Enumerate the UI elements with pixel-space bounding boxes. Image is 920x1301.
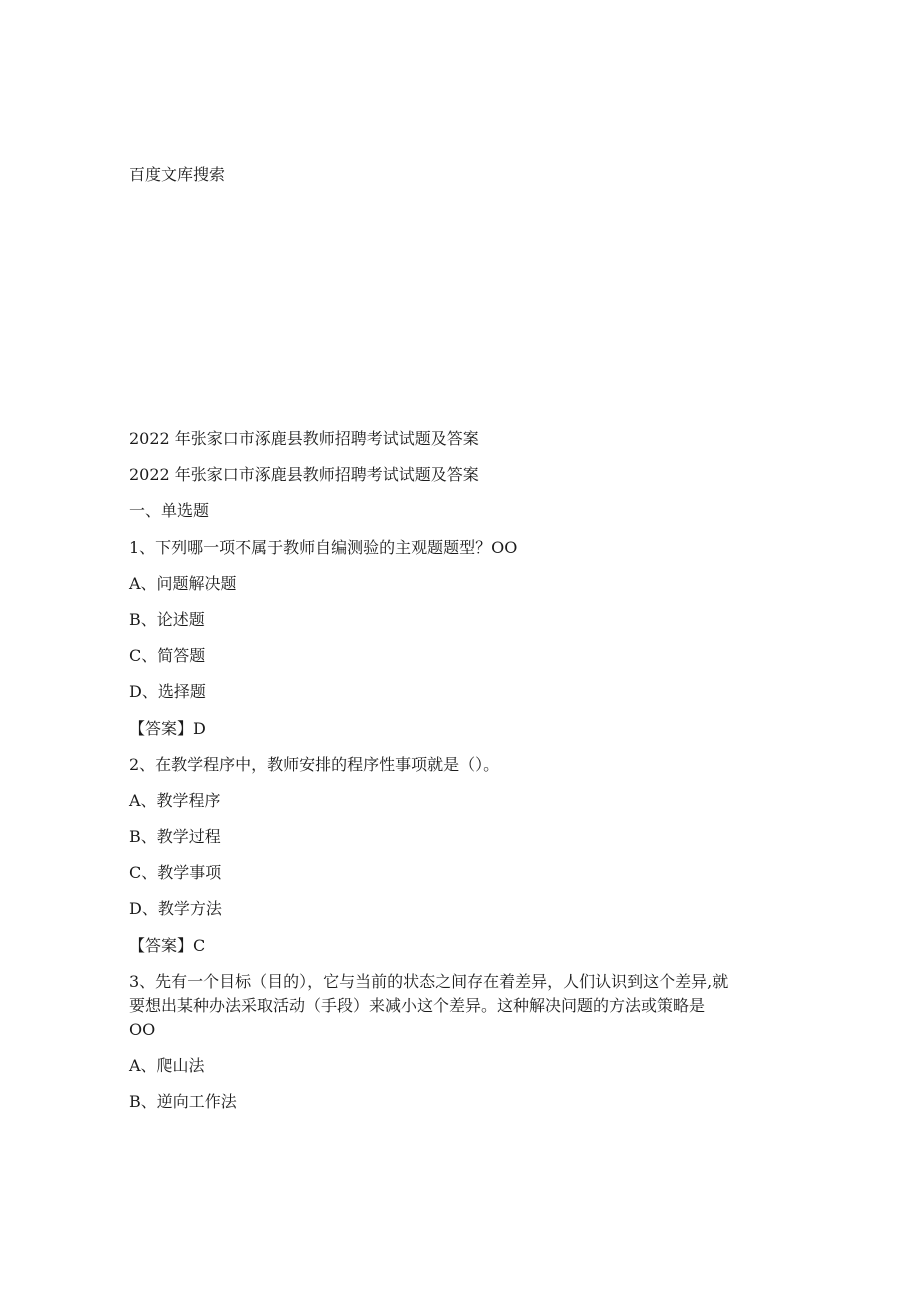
question-1-option-c: C、简答题 [129,646,206,666]
section-heading: 一、单选题 [129,501,210,521]
question-3-stem-line-2: 要想出某种办法采取活动（手段）来减小这个差异。这种解决问题的方法或策略是 [129,995,706,1015]
document-title: 2022 年张家口市涿鹿县教师招聘考试试题及答案 [129,429,479,448]
question-3-stem-line-3: OO [129,1019,156,1039]
document-title-repeat: 2022 年张家口市涿鹿县教师招聘考试试题及答案 [129,465,479,485]
question-2-stem: 2、在教学程序中，教师安排的程序性事项就是（）。 [129,754,500,774]
baidu-wenku-search-label[interactable]: 百度文库搜索 [129,165,226,184]
question-3-option-a: A、爬山法 [129,1056,205,1075]
question-2-option-d: D、教学方法 [129,899,222,919]
question-2-option-a: A、教学程序 [129,790,221,810]
question-1-option-d: D、选择题 [129,682,206,702]
question-3-stem [129,970,784,1042]
question-1-stem: 1、下列哪一项不属于教师自编测验的主观题题型？OO [129,537,518,557]
document-body [129,427,789,1126]
question-2-option-c: C、教学事项 [129,863,222,883]
question-1-option-a: A、问题解决题 [129,573,237,593]
question-1-answer: 【答案】D [129,718,206,738]
question-3-stem-line-1: 3、先有一个目标（目的），它与当前的状态之间存在着差异，人们认识到这个差异,就 [129,971,729,991]
question-1-option-b: B、论述题 [129,609,205,629]
question-3-option-b: B、逆向工作法 [129,1092,237,1112]
question-2-answer: 【答案】C [129,935,206,955]
question-2-option-b: B、教学过程 [129,827,221,847]
